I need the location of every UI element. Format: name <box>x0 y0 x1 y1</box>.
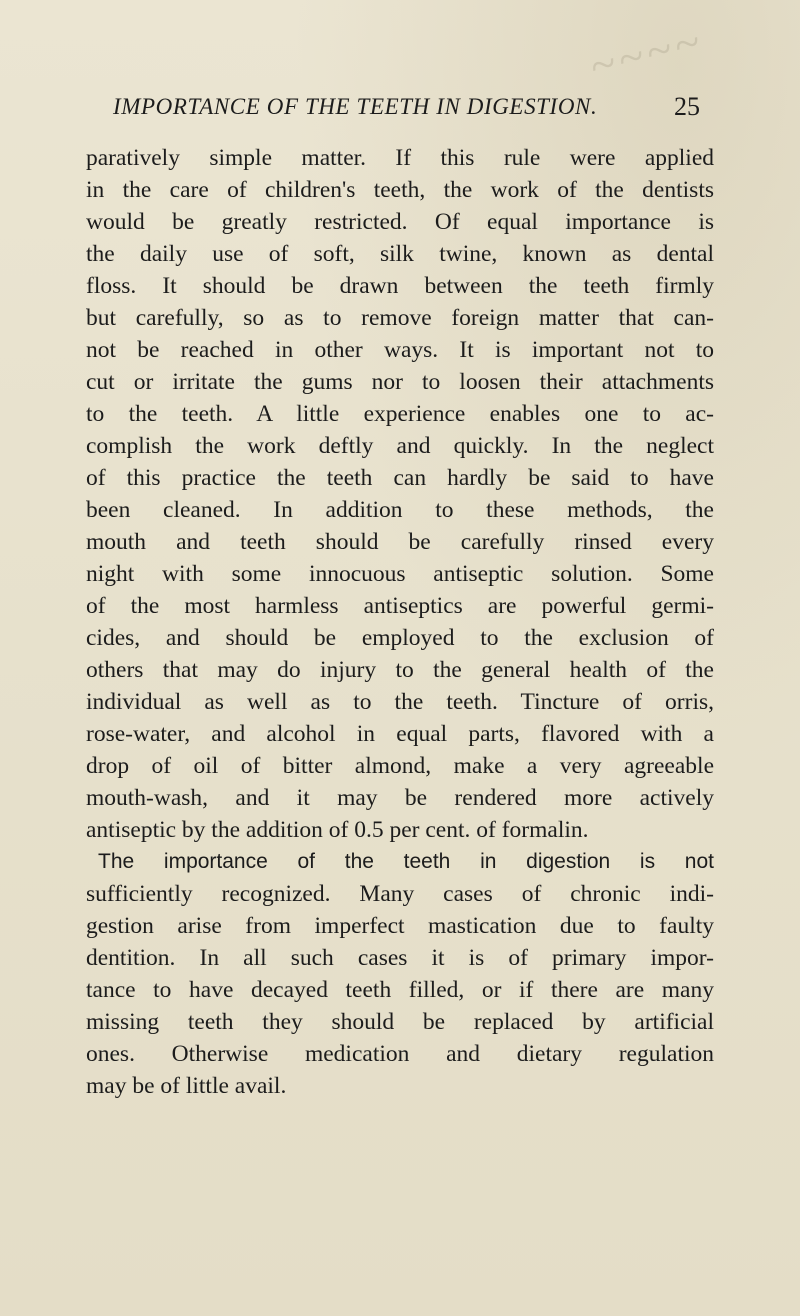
text-line: complish the work deftly and quickly. In the neglect <box>86 433 714 459</box>
text-line: cut or irritate the gums nor to loosen their attachments <box>86 369 714 395</box>
text-line: tance to have decayed teeth filled, or if there are many <box>86 977 714 1003</box>
text-line: been cleaned. In addition to these methods, the <box>86 497 714 523</box>
text-line: to the teeth. A little experience enables one to ac- <box>86 401 714 427</box>
text-line: in the care of children's teeth, the work of the dentists <box>86 177 714 203</box>
running-head: IMPORTANCE OF THE TEETH IN DIGESTION. <box>113 94 598 119</box>
text-line: drop of oil of bitter almond, make a very agreeable <box>86 753 714 779</box>
text-line: floss. It should be drawn between the teeth firmly <box>86 273 714 299</box>
text-line: but carefully, so as to remove foreign matter that can- <box>86 305 714 331</box>
paragraph-start-line: The importance of the teeth in digestion is not <box>98 850 714 873</box>
text-line: missing teeth they should be replaced by artificial <box>86 1009 714 1035</box>
text-line: antiseptic by the addition of 0.5 per cent. of formalin. <box>86 817 589 843</box>
text-line: of the most harmless antiseptics are powerful germi- <box>86 593 714 619</box>
text-line: not be reached in other ways. It is important not to <box>86 337 714 363</box>
text-line: of this practice the teeth can hardly be said to have <box>86 465 714 491</box>
text-line: mouth-wash, and it may be rendered more actively <box>86 785 714 811</box>
page-header <box>113 92 713 126</box>
show-through-ink: ~~~~ <box>584 14 709 93</box>
text-line: individual as well as to the teeth. Tincture of orris, <box>86 689 714 715</box>
text-line: cides, and should be employed to the exclusion of <box>86 625 714 651</box>
page-number: 25 <box>674 92 700 121</box>
text-line: others that may do injury to the general health of the <box>86 657 714 683</box>
text-line: night with some innocuous antiseptic solution. Some <box>86 561 714 587</box>
text-line: rose-water, and alcohol in equal parts, flavored with a <box>86 721 714 747</box>
body-text <box>86 142 714 1102</box>
text-line: ones. Otherwise medication and dietary regulation <box>86 1041 714 1067</box>
text-line: gestion arise from imperfect mastication due to faulty <box>86 913 714 939</box>
text-line: dentition. In all such cases it is of primary impor- <box>86 945 714 971</box>
text-line: may be of little avail. <box>86 1073 287 1099</box>
text-line: mouth and teeth should be carefully rinsed every <box>86 529 714 555</box>
text-line: would be greatly restricted. Of equal importance is <box>86 209 714 235</box>
text-line: paratively simple matter. If this rule were applied <box>86 145 714 171</box>
text-line: the daily use of soft, silk twine, known as dental <box>86 241 714 267</box>
text-line: sufficiently recognized. Many cases of chronic indi- <box>86 881 714 907</box>
